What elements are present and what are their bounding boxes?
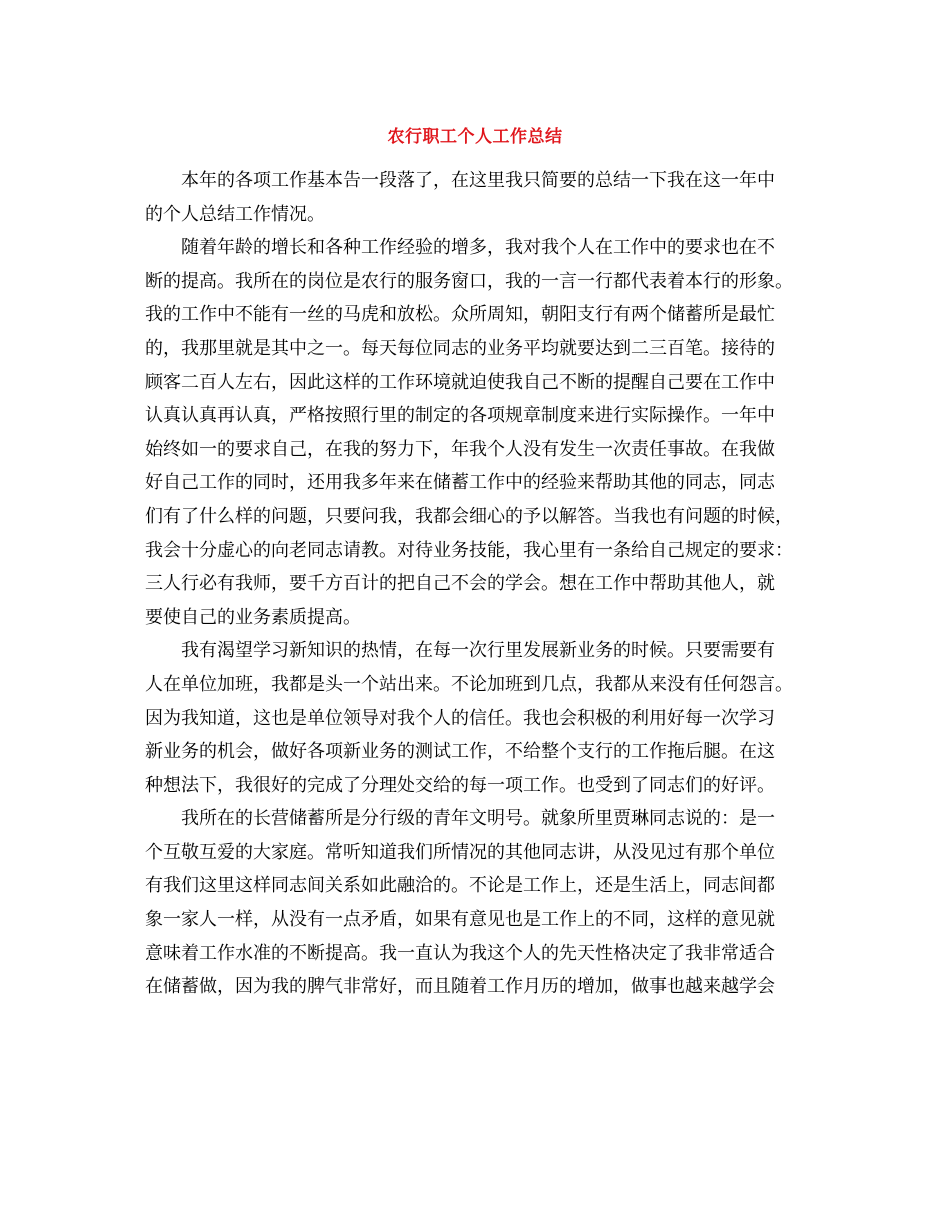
text-line: 的，我那里就是其中之一。每天每位同志的业务平均就要达到二三百笔。接待的 [145,337,775,359]
document-body [145,164,805,1004]
text-line: 们有了什么样的问题，只要问我，我都会细心的予以解答。当我也有问题的时候， [145,505,793,527]
text-line: 好自己工作的同时，还用我多年来在储蓄工作中的经验来帮助其他的同志，同志 [145,472,775,494]
text-line: 始终如一的要求自己，在我的努力下，年我个人没有发生一次责任事故。在我做 [145,438,775,460]
text-line: 随着年龄的增长和各种工作经验的增多，我对我个人在工作中的要求也在不 [181,237,775,259]
text-line: 我会十分虚心的向老同志请教。对待业务技能，我心里有一条给自己规定的要求： [145,539,793,561]
text-line: 认真认真再认真，严格按照行里的制定的各项规章制度来进行实际操作。一年中 [145,405,775,427]
text-line: 象一家人一样，从没有一点矛盾，如果有意见也是工作上的不同，这样的意见就 [145,909,775,931]
text-line: 意味着工作水准的不断提高。我一直认为我这个人的先天性格决定了我非常适合 [145,942,775,964]
text-line: 顾客二百人左右，因此这样的工作环境就迫使我自己不断的提醒自己要在工作中 [145,371,775,393]
text-line: 我有渴望学习新知识的热情，在每一次行里发展新业务的时候。只要需要有 [181,640,775,662]
text-line: 的个人总结工作情况。 [145,203,325,225]
text-line: 人在单位加班，我都是头一个站出来。不论加班到几点，我都从来没有任何怨言。 [145,673,793,695]
document-title: 农行职工个人工作总结 [387,127,563,147]
text-line: 我的工作中不能有一丝的马虎和放松。众所周知，朝阳支行有两个储蓄所是最忙 [145,304,775,326]
text-line: 个互敬互爱的大家庭。常听知道我们所情况的其他同志讲，从没见过有那个单位 [145,841,775,863]
text-line: 因为我知道，这也是单位领导对我个人的信任。我也会积极的利用好每一次学习 [145,707,775,729]
text-line: 要使自己的业务素质提高。 [145,606,361,628]
text-line: 我所在的长营储蓄所是分行级的青年文明号。就象所里贾琳同志说的：是一 [181,808,775,830]
text-line: 新业务的机会，做好各项新业务的测试工作，不给整个支行的工作拖后腿。在这 [145,741,775,763]
text-line: 在储蓄做，因为我的脾气非常好，而且随着工作月历的增加，做事也越来越学会 [145,976,775,998]
text-line: 种想法下，我很好的完成了分理处交给的每一项工作。也受到了同志们的好评。 [145,774,775,796]
text-line: 本年的各项工作基本告一段落了，在这里我只简要的总结一下我在这一年中 [181,170,775,191]
text-line: 三人行必有我师，要千方百计的把自己不会的学会。想在工作中帮助其他人，就 [145,573,775,595]
text-line: 断的提高。我所在的岗位是农行的服务窗口，我的一言一行都代表着本行的形象。 [145,270,793,292]
text-line: 有我们这里这样同志间关系如此融洽的。不论是工作上，还是生活上，同志间都 [145,875,775,897]
